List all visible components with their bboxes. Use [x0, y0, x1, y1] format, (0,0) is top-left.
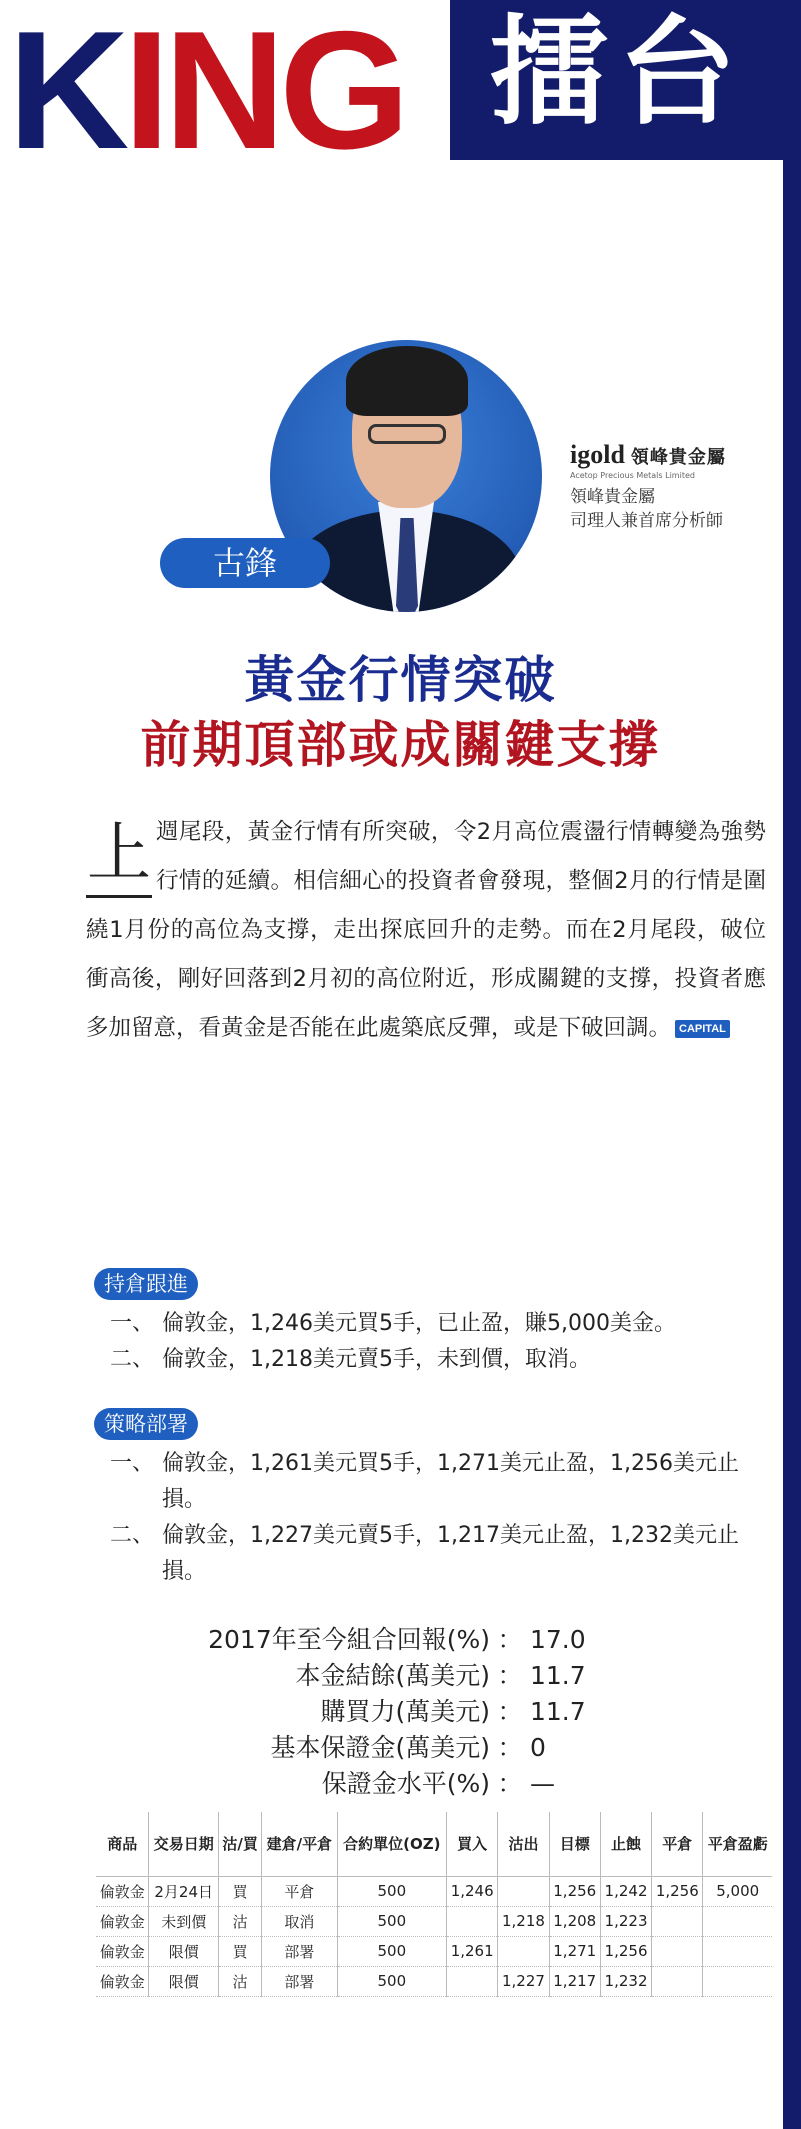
col-header: 止蝕	[600, 1812, 651, 1876]
company-logo	[570, 440, 770, 470]
table-cell: 部署	[262, 1936, 337, 1966]
summary-label: 2017年至今組合回報(%)	[208, 1625, 490, 1654]
trade-table	[96, 1812, 772, 1997]
table-cell: 1,246	[447, 1876, 498, 1906]
table-cell	[703, 1966, 772, 1996]
summary-colon: ：	[497, 1625, 523, 1654]
logo-subtitle: Acetop Precious Metals Limited	[570, 471, 695, 480]
positions-title: 持倉跟進	[94, 1268, 198, 1300]
summary-colon: ：	[497, 1733, 523, 1762]
summary-row	[120, 1766, 640, 1802]
portrait-glasses	[368, 424, 446, 444]
summary-label: 購買力(萬美元)	[320, 1697, 490, 1726]
table-cell: 1,256	[600, 1936, 651, 1966]
table-cell: 1,256	[652, 1876, 703, 1906]
col-header: 沽出	[498, 1812, 549, 1876]
table-cell: 1,208	[549, 1906, 600, 1936]
table-row	[96, 1966, 772, 1996]
table-cell: 限價	[149, 1966, 219, 1996]
summary-colon: ：	[497, 1661, 523, 1690]
table-cell: 未到價	[149, 1906, 219, 1936]
item-text: 倫敦金，1,218美元賣5手，未到價，取消。	[162, 1347, 591, 1372]
table-row	[96, 1876, 772, 1906]
banner-word	[8, 0, 405, 184]
author-company	[570, 440, 770, 534]
table-cell: 沽	[218, 1966, 261, 1996]
source-badge: CAPITAL	[675, 1020, 730, 1038]
table-cell: 2月24日	[149, 1876, 219, 1906]
logo-cn: 領峰貴金屬	[630, 447, 726, 467]
article-text: 週尾段，黃金行情有所突破，令2月高位震盪行情轉變為強勢行情的延續。相信細心的投資者會發現，整個2月的行情是圍繞1月份的高位為支撐，走出探底回升的走勢。而在2月尾段，破位衝高後，剛好回落到2月初的高位附近，形成關鍵的支撐，投資者應多加留意，看黃金是否能在此處築底反彈，或是下破回調。	[86, 819, 766, 1041]
summary-value: 17.0	[530, 1625, 586, 1654]
list-item	[110, 1518, 750, 1590]
table-cell: 倫敦金	[96, 1876, 149, 1906]
summary-label: 保證金水平(%)	[321, 1769, 490, 1798]
logo-en: igold	[570, 440, 625, 469]
item-number: 一、	[110, 1451, 155, 1476]
table-cell: 500	[337, 1876, 446, 1906]
col-header: 沽/買	[218, 1812, 261, 1876]
table-cell: 1,218	[498, 1906, 549, 1936]
summary-row	[120, 1658, 640, 1694]
summary-label: 基本保證金(萬美元)	[270, 1733, 490, 1762]
summary-colon: ：	[497, 1769, 523, 1798]
table-cell	[703, 1936, 772, 1966]
banner	[0, 0, 801, 240]
table-cell	[498, 1936, 549, 1966]
table-cell	[703, 1906, 772, 1936]
table-cell: 倫敦金	[96, 1906, 149, 1936]
list-item	[110, 1342, 750, 1378]
table-cell	[652, 1936, 703, 1966]
table-cell	[498, 1876, 549, 1906]
table-cell: 5,000	[703, 1876, 772, 1906]
col-header: 建倉/平倉	[262, 1812, 337, 1876]
col-header: 商品	[96, 1812, 149, 1876]
table-cell: 1,217	[549, 1966, 600, 1996]
col-header: 目標	[549, 1812, 600, 1876]
table-cell	[652, 1966, 703, 1996]
col-header: 合約單位(OZ)	[337, 1812, 446, 1876]
table-cell: 部署	[262, 1966, 337, 1996]
banner-tag	[450, 0, 801, 160]
company-name: 領峰貴金屬	[570, 487, 655, 507]
author-title: 司理人兼首席分析師	[570, 510, 723, 531]
summary-value: 0	[530, 1733, 546, 1762]
table-cell: 1,261	[447, 1936, 498, 1966]
table-row	[96, 1906, 772, 1936]
list-item	[110, 1306, 750, 1342]
summary-colon: ：	[497, 1697, 523, 1726]
item-number: 一、	[110, 1311, 155, 1336]
table-cell	[447, 1966, 498, 1996]
strategy-list	[110, 1446, 750, 1590]
col-header: 買入	[447, 1812, 498, 1876]
summary-value: 11.7	[530, 1697, 586, 1726]
table-cell: 倫敦金	[96, 1936, 149, 1966]
table-cell: 買	[218, 1876, 261, 1906]
table-cell: 限價	[149, 1936, 219, 1966]
banner-tag-text: 擂台	[490, 3, 747, 141]
item-number: 二、	[110, 1523, 155, 1548]
table-cell: 1,242	[600, 1876, 651, 1906]
portrait-hair	[346, 346, 468, 416]
summary-label: 本金結餘(萬美元)	[295, 1661, 490, 1690]
item-number: 二、	[110, 1347, 155, 1372]
headline-line-2: 前期頂部或成關鍵支撐	[140, 716, 661, 774]
table-cell	[447, 1906, 498, 1936]
table-cell: 1,227	[498, 1966, 549, 1996]
col-header: 平倉盈虧	[703, 1812, 772, 1876]
banner-letter-k: K	[8, 0, 124, 184]
table-header	[96, 1812, 772, 1876]
table-cell: 取消	[262, 1906, 337, 1936]
col-header: 交易日期	[149, 1812, 219, 1876]
list-item	[110, 1446, 750, 1518]
table-cell: 1,271	[549, 1936, 600, 1966]
strategy-title: 策略部署	[94, 1408, 198, 1440]
summary-value: —	[530, 1769, 555, 1798]
summary-row	[120, 1694, 640, 1730]
table-cell: 倫敦金	[96, 1966, 149, 1996]
table-cell: 500	[337, 1936, 446, 1966]
table-cell: 買	[218, 1936, 261, 1966]
portfolio-summary	[120, 1622, 640, 1802]
positions-list	[110, 1306, 750, 1378]
table-body	[96, 1876, 772, 1996]
table-cell: 500	[337, 1906, 446, 1936]
summary-row	[120, 1730, 640, 1766]
col-header: 平倉	[652, 1812, 703, 1876]
table-cell: 沽	[218, 1906, 261, 1936]
summary-value: 11.7	[530, 1661, 586, 1690]
table-cell	[652, 1906, 703, 1936]
drop-cap: 上	[86, 814, 152, 898]
table-row	[96, 1936, 772, 1966]
author-name: 古鋒	[160, 538, 330, 588]
headline-line-1: 黃金行情突破	[244, 651, 557, 709]
article-body	[86, 808, 766, 1053]
item-text: 倫敦金，1,246美元買5手，已止盈，賺5,000美金。	[162, 1311, 676, 1336]
headline	[0, 648, 801, 778]
table-cell: 500	[337, 1966, 446, 1996]
table-cell: 1,223	[600, 1906, 651, 1936]
author-block	[160, 290, 760, 630]
table-header-row	[96, 1812, 772, 1876]
summary-row	[120, 1622, 640, 1658]
item-text: 倫敦金，1,261美元買5手，1,271美元止盈，1,256美元止損。	[162, 1451, 739, 1512]
table-cell: 1,256	[549, 1876, 600, 1906]
table-cell: 1,232	[600, 1966, 651, 1996]
right-edge-rail	[783, 150, 801, 2129]
table-cell: 平倉	[262, 1876, 337, 1906]
item-text: 倫敦金，1,227美元賣5手，1,217美元止盈，1,232美元止損。	[162, 1523, 739, 1584]
banner-letters-ing: ING	[123, 0, 405, 184]
